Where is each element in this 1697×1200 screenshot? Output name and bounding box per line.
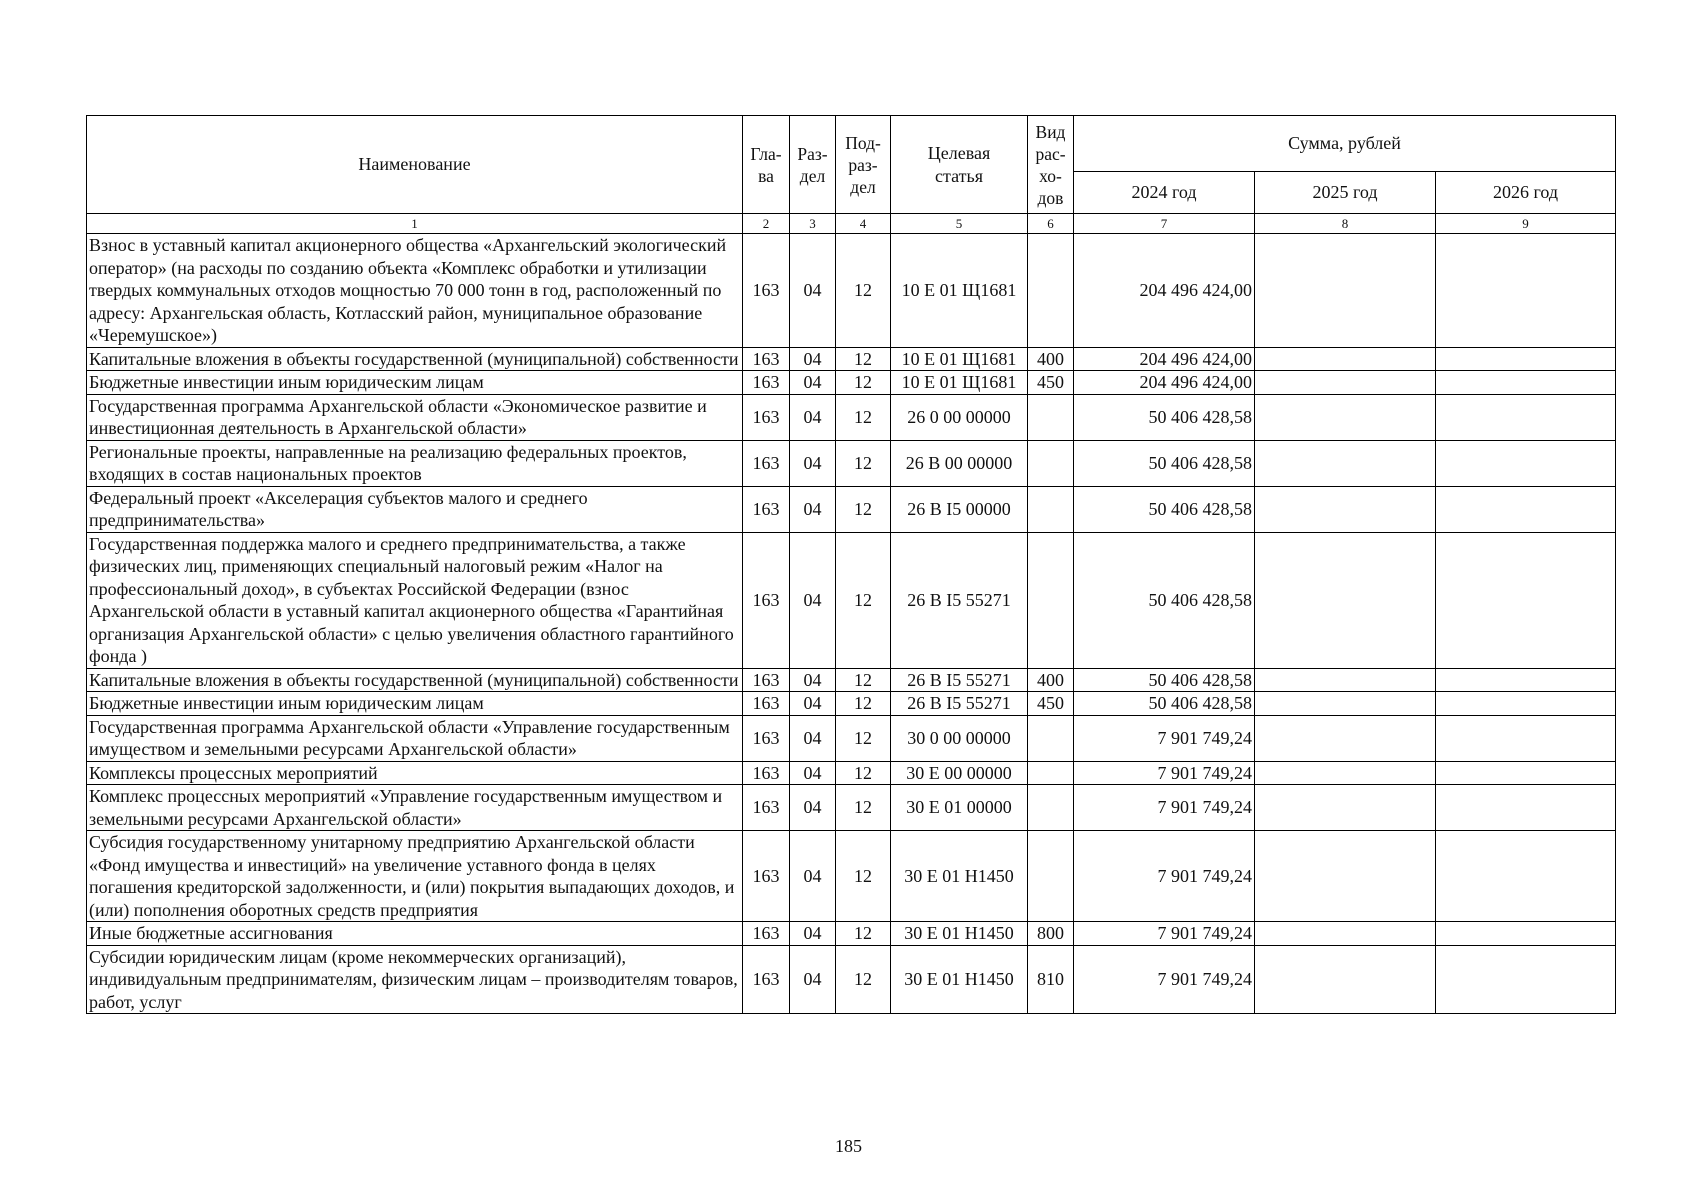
row-chapter: 163 (743, 440, 790, 486)
row-subsection: 12 (836, 668, 891, 692)
row-name: Взнос в уставный капитал акционерного общества «Архангельский экологический оператор» (на расходы по созданию объекта «Комплекс обработки и утилизации твердых коммунальных отходов мощностью 70 000 тонн в год, расположенный по адресу: Архангельская область, Котласский район, муниципальное образование «Черемушское») (87, 234, 743, 348)
row-target-article: 26 В I5 55271 (891, 668, 1028, 692)
column-number: 7 (1074, 214, 1255, 234)
row-target-article: 26 В I5 55271 (891, 692, 1028, 716)
row-sum-2025 (1255, 371, 1436, 395)
row-name: Бюджетные инвестиции иным юридическим лицам (87, 692, 743, 716)
column-number: 1 (87, 214, 743, 234)
row-expense-type (1028, 234, 1074, 348)
row-target-article: 30 Е 01 Н1450 (891, 922, 1028, 946)
table-row (87, 486, 1616, 532)
column-number: 4 (836, 214, 891, 234)
table-row (87, 394, 1616, 440)
table-row (87, 945, 1616, 1014)
header-name: Наименование (87, 116, 743, 214)
row-expense-type (1028, 715, 1074, 761)
row-sum-2024: 7 901 749,24 (1074, 785, 1255, 831)
row-name: Федеральный проект «Акселерация субъектов малого и среднего предпринимательства» (87, 486, 743, 532)
row-subsection: 12 (836, 785, 891, 831)
row-sum-2026 (1436, 945, 1616, 1014)
row-subsection: 12 (836, 945, 891, 1014)
row-expense-type: 800 (1028, 922, 1074, 946)
row-section: 04 (790, 668, 836, 692)
row-sum-2024: 7 901 749,24 (1074, 715, 1255, 761)
column-number: 5 (891, 214, 1028, 234)
row-sum-2025 (1255, 692, 1436, 716)
row-sum-2026 (1436, 234, 1616, 348)
budget-table (86, 115, 1616, 1014)
row-section: 04 (790, 922, 836, 946)
row-target-article: 26 В 00 00000 (891, 440, 1028, 486)
row-chapter: 163 (743, 486, 790, 532)
row-sum-2024: 7 901 749,24 (1074, 945, 1255, 1014)
row-sum-2026 (1436, 371, 1616, 395)
table-row (87, 440, 1616, 486)
row-sum-2025 (1255, 945, 1436, 1014)
column-number: 9 (1436, 214, 1616, 234)
column-number: 3 (790, 214, 836, 234)
header-sum: Сумма, рублей (1074, 116, 1616, 172)
row-chapter: 163 (743, 945, 790, 1014)
row-sum-2026 (1436, 761, 1616, 785)
row-subsection: 12 (836, 394, 891, 440)
row-expense-type (1028, 831, 1074, 922)
row-sum-2024: 7 901 749,24 (1074, 922, 1255, 946)
row-name: Капитальные вложения в объекты государственной (муниципальной) собственности (87, 668, 743, 692)
row-sum-2026 (1436, 347, 1616, 371)
row-expense-type (1028, 532, 1074, 668)
row-chapter: 163 (743, 234, 790, 348)
row-subsection: 12 (836, 532, 891, 668)
row-sum-2024: 204 496 424,00 (1074, 371, 1255, 395)
row-name: Бюджетные инвестиции иным юридическим лицам (87, 371, 743, 395)
row-sum-2025 (1255, 761, 1436, 785)
row-chapter: 163 (743, 785, 790, 831)
row-target-article: 30 Е 01 Н1450 (891, 831, 1028, 922)
row-name: Субсидия государственному унитарному предприятию Архангельской области «Фонд имущества и инвестиций» на увеличение уставного фонда в целях погашения кредиторской задолженности, и (или) покрытия выпадающих доходов, и (или) пополнения оборотных средств предприятия (87, 831, 743, 922)
row-target-article: 30 0 00 00000 (891, 715, 1028, 761)
row-section: 04 (790, 486, 836, 532)
row-chapter: 163 (743, 347, 790, 371)
table-header (87, 116, 1616, 234)
row-target-article: 10 Е 01 Щ1681 (891, 371, 1028, 395)
header-year-2024: 2024 год (1074, 172, 1255, 214)
row-sum-2025 (1255, 347, 1436, 371)
row-expense-type: 400 (1028, 668, 1074, 692)
row-section: 04 (790, 440, 836, 486)
row-subsection: 12 (836, 347, 891, 371)
row-sum-2026 (1436, 785, 1616, 831)
row-target-article: 30 Е 00 00000 (891, 761, 1028, 785)
row-expense-type (1028, 440, 1074, 486)
row-target-article: 26 В I5 00000 (891, 486, 1028, 532)
row-section: 04 (790, 347, 836, 371)
row-chapter: 163 (743, 532, 790, 668)
row-name: Иные бюджетные ассигнования (87, 922, 743, 946)
row-sum-2026 (1436, 440, 1616, 486)
row-subsection: 12 (836, 234, 891, 348)
row-name: Государственная программа Архангельской области «Экономическое развитие и инвестиционная деятельность в Архангельской области» (87, 394, 743, 440)
column-number: 6 (1028, 214, 1074, 234)
row-chapter: 163 (743, 831, 790, 922)
row-sum-2026 (1436, 715, 1616, 761)
row-sum-2025 (1255, 486, 1436, 532)
header-target: Целевая статья (891, 116, 1028, 214)
row-subsection: 12 (836, 371, 891, 395)
row-chapter: 163 (743, 761, 790, 785)
column-number: 2 (743, 214, 790, 234)
table-row (87, 831, 1616, 922)
table-row (87, 668, 1616, 692)
row-section: 04 (790, 761, 836, 785)
row-sum-2024: 50 406 428,58 (1074, 692, 1255, 716)
row-sum-2026 (1436, 486, 1616, 532)
row-subsection: 12 (836, 715, 891, 761)
row-name: Комплексы процессных мероприятий (87, 761, 743, 785)
row-sum-2026 (1436, 831, 1616, 922)
row-section: 04 (790, 394, 836, 440)
row-sum-2026 (1436, 922, 1616, 946)
header-subsection: Под- раз- дел (836, 116, 891, 214)
row-chapter: 163 (743, 394, 790, 440)
row-subsection: 12 (836, 692, 891, 716)
header-year-2025: 2025 год (1255, 172, 1436, 214)
row-section: 04 (790, 692, 836, 716)
table-row (87, 347, 1616, 371)
row-name: Государственная поддержка малого и среднего предпринимательства, а также физических лиц, применяющих специальный налоговый режим «Налог на профессиональный доход», в субъектах Российской Федерации (взнос Архангельской области в уставный капитал акционерного общества «Гарантийная организация Архангельской области» с целью увеличения областного гарантийного фонда ) (87, 532, 743, 668)
row-expense-type (1028, 486, 1074, 532)
table-row (87, 371, 1616, 395)
table-row (87, 761, 1616, 785)
column-number: 8 (1255, 214, 1436, 234)
row-name: Региональные проекты, направленные на реализацию федеральных проектов, входящих в состав национальных проектов (87, 440, 743, 486)
row-chapter: 163 (743, 922, 790, 946)
row-expense-type: 400 (1028, 347, 1074, 371)
row-target-article: 10 Е 01 Щ1681 (891, 234, 1028, 348)
row-name: Субсидии юридическим лицам (кроме некоммерческих организаций), индивидуальным предпринимателям, физическим лицам – производителям товаров, работ, услуг (87, 945, 743, 1014)
row-subsection: 12 (836, 922, 891, 946)
row-sum-2026 (1436, 668, 1616, 692)
row-chapter: 163 (743, 668, 790, 692)
row-sum-2025 (1255, 668, 1436, 692)
row-name: Государственная программа Архангельской области «Управление государственным имуществом и земельными ресурсами Архангельской области» (87, 715, 743, 761)
header-expense-type: Вид рас- хо- дов (1028, 116, 1074, 214)
row-sum-2024: 50 406 428,58 (1074, 394, 1255, 440)
row-sum-2024: 204 496 424,00 (1074, 347, 1255, 371)
row-subsection: 12 (836, 761, 891, 785)
row-target-article: 26 В I5 55271 (891, 532, 1028, 668)
row-expense-type (1028, 761, 1074, 785)
header-chapter: Гла- ва (743, 116, 790, 214)
table-row (87, 715, 1616, 761)
row-expense-type (1028, 785, 1074, 831)
row-chapter: 163 (743, 371, 790, 395)
row-target-article: 10 Е 01 Щ1681 (891, 347, 1028, 371)
row-name: Комплекс процессных мероприятий «Управление государственным имуществом и земельными ресурсами Архангельской области» (87, 785, 743, 831)
row-sum-2026 (1436, 394, 1616, 440)
row-sum-2025 (1255, 394, 1436, 440)
table-row (87, 922, 1616, 946)
row-sum-2024: 50 406 428,58 (1074, 486, 1255, 532)
row-chapter: 163 (743, 715, 790, 761)
row-expense-type (1028, 394, 1074, 440)
row-sum-2024: 204 496 424,00 (1074, 234, 1255, 348)
row-sum-2024: 50 406 428,58 (1074, 440, 1255, 486)
row-name: Капитальные вложения в объекты государственной (муниципальной) собственности (87, 347, 743, 371)
column-number-row (87, 214, 1616, 234)
row-section: 04 (790, 715, 836, 761)
row-section: 04 (790, 945, 836, 1014)
table-row (87, 532, 1616, 668)
row-subsection: 12 (836, 440, 891, 486)
row-target-article: 30 Е 01 00000 (891, 785, 1028, 831)
row-sum-2025 (1255, 785, 1436, 831)
row-section: 04 (790, 234, 836, 348)
table-row (87, 234, 1616, 348)
row-chapter: 163 (743, 692, 790, 716)
row-section: 04 (790, 532, 836, 668)
row-sum-2025 (1255, 532, 1436, 668)
table-row (87, 692, 1616, 716)
row-section: 04 (790, 831, 836, 922)
row-sum-2025 (1255, 715, 1436, 761)
row-subsection: 12 (836, 831, 891, 922)
row-expense-type: 450 (1028, 371, 1074, 395)
header-year-2026: 2026 год (1436, 172, 1616, 214)
header-section: Раз- дел (790, 116, 836, 214)
row-subsection: 12 (836, 486, 891, 532)
row-sum-2025 (1255, 440, 1436, 486)
row-sum-2024: 7 901 749,24 (1074, 761, 1255, 785)
table-body (87, 234, 1616, 1014)
row-sum-2026 (1436, 692, 1616, 716)
row-sum-2024: 50 406 428,58 (1074, 532, 1255, 668)
row-sum-2024: 50 406 428,58 (1074, 668, 1255, 692)
row-expense-type: 450 (1028, 692, 1074, 716)
table-row (87, 785, 1616, 831)
page-number: 185 (835, 1136, 862, 1156)
row-sum-2025 (1255, 831, 1436, 922)
row-target-article: 26 0 00 00000 (891, 394, 1028, 440)
row-section: 04 (790, 785, 836, 831)
row-sum-2025 (1255, 234, 1436, 348)
row-sum-2024: 7 901 749,24 (1074, 831, 1255, 922)
row-section: 04 (790, 371, 836, 395)
row-sum-2025 (1255, 922, 1436, 946)
row-sum-2026 (1436, 532, 1616, 668)
row-expense-type: 810 (1028, 945, 1074, 1014)
row-target-article: 30 Е 01 Н1450 (891, 945, 1028, 1014)
